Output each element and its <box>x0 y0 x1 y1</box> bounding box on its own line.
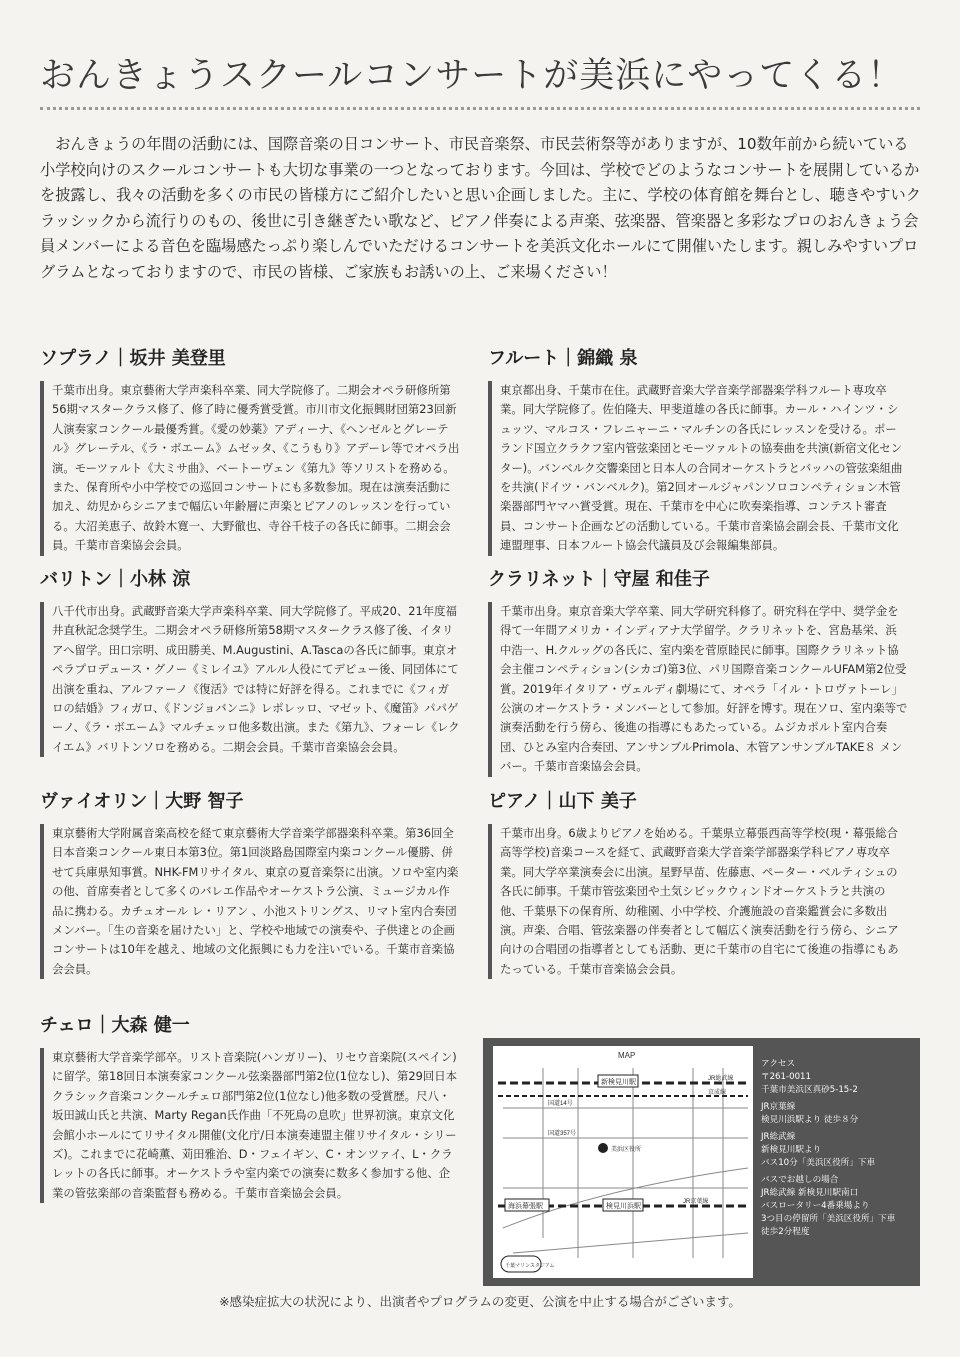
access-map <box>483 1038 920 1286</box>
line-jr-sobu: JR総武線 <box>708 1076 734 1082</box>
access-line: 検見川浜駅より 徒歩８分 <box>761 1115 859 1125</box>
ward-office-marker <box>598 1143 608 1153</box>
landmark-ward-office: 美浜区役所 <box>611 1147 642 1153</box>
bio-name: フルート｜錦織 泉 <box>488 348 638 369</box>
access-info <box>761 1058 916 1239</box>
bio-name: ソプラノ｜坂井 美登里 <box>40 348 226 369</box>
intro-paragraph: おんきょうの年間の活動には、国際音楽の日コンサート、市民音楽祭、市民芸術祭等がありますが、10数年前から続いている小学校向けのスクールコンサートも大切な事業の一つとなっております。今回は、学校でどのようなコンサートを展開しているかを披露し、我々の活動を多くの市民の皆様方にご紹介したいと思い企画しました。主に、学校の体育館を舞台とし、聴きやすいクラッシックから流行りのもの、後世に引き継ぎたい歌など、ピアノ伴奏による声楽、弦楽器、管楽器と多彩なプロのおんきょう会員メンバーによる音色を臨場感たっぷり楽しんでいただけるコンサートを美浜文化ホールにて開催いたします。親しみやすいプログラムとなっておりますので、市民の皆様、ご家族もお誘いの上、ご来場ください！ <box>40 135 921 281</box>
bio-name: バリトン｜小林 涼 <box>40 569 191 590</box>
line-jr-keiyo: JR京葉線 <box>683 1199 709 1205</box>
landmark-stadium: 千葉マリンスタジアム <box>505 1263 555 1269</box>
access-line: 徒歩2分程度 <box>761 1227 810 1237</box>
bio-clarinet <box>488 566 908 777</box>
bio-text: 千葉市出身。東京藝術大学声楽科卒業、同大学院修了。二期会オペラ研修所第56期マスタークラス修了、修了時に優秀賞受賞。市川市文化振興財団第23回新人演奏家コンクール最優秀賞。《愛の妙薬》アディーナ、《ヘンゼルとグレーテル》グレーテル、《ラ・ボエーム》ムゼッタ、《こうもり》アデーレ等でオペラ出演。モーツァルト《大ミサ曲》、ベートーヴェン《第九》等ソリストを務める。また、保育所や小中学校での巡回コンサートにも多数参加。現在は演奏活動に加え、幼児からシニアまで幅広い年齢層に声楽とピアノのレッスンを行っている。大沼美恵子、故鈴木寛一、大野徹也、寺谷千枝子の各氏に師事。二期会会員。千葉市音楽協会会員。 <box>40 381 460 556</box>
road-route14: 国道14号 <box>548 1101 573 1107</box>
bio-piano <box>488 788 908 979</box>
access-line: JR総武線 <box>761 1132 796 1142</box>
bio-text: 千葉市出身。東京音楽大学卒業、同大学研究科修了。研究科在学中、奨学金を得て一年間アメリカ・インディアナ大学留学。クラリネットを、宮島基栄、浜中浩一、H.クルッグの各氏に、室内楽を菅原睦民に師事。国際クラリネット協会主催コンペティション(シカゴ)第3位、パリ国際音楽コンクールUFAM第2位受賞。2019年イタリア・ヴェルディ劇場にて、オペラ「イル・トロヴァトーレ」公演のオーケストラ・メンバーとして参加。好評を博す。現在ソロ、室内楽等で演奏活動を行う傍ら、後進の指導にもあたっている。ムジカポルト室内合奏団、ひとみ室内合奏団、アンサンブルPrimola、木管アンサンブルTAKE８ メンバー。千葉市音楽協会会員。 <box>488 602 908 777</box>
access-line: アクセス <box>761 1059 796 1069</box>
bio-flute <box>488 345 908 556</box>
footnote: ※感染症拡大の状況により、出演者やプログラムの変更、公演を中止する場合がございます。 <box>219 1294 741 1309</box>
station-kemigawahama: 検見川浜駅 <box>606 1203 641 1210</box>
station-kaihin-makuhari: 海浜幕張駅 <box>508 1203 543 1210</box>
access-line: バス10分「美浜区役所」下車 <box>761 1158 876 1168</box>
access-line: 3つ目の停留所「美浜区役所」下車 <box>761 1214 896 1224</box>
dotted-divider <box>40 107 920 110</box>
bio-cello <box>40 1012 460 1203</box>
bio-name: クラリネット｜守屋 和佳子 <box>488 569 710 590</box>
headline: おんきょうスクールコンサートが美浜にやってくる！ <box>40 56 904 96</box>
bio-text: 東京藝術大学附属音楽高校を経て東京藝術大学音楽学部器楽科卒業。第36回全日本音楽コンクール東日本第3位。第1回淡路島国際室内楽コンクール優勝、併せて兵庫県知事賞。NHK-FMリサイタル、東京の夏音楽祭に出演。ソロや室内楽の他、首席奏者として多くのバレエ作品やオーケストラ公演、ミュージカル作品に携わる。カチュオール レ・リアン 、小池ストリングス、リマト室内合奏団メンバー。「生の音楽を届けたい」と、学校や地域での演奏や、子供達との企画コンサートは10年を越え、地域の文化振興にも力を注いでいる。千葉市音楽協会会員。 <box>40 824 460 979</box>
bio-baritone <box>40 566 460 757</box>
bio-text: 東京藝術大学音楽学部卒。リスト音楽院(ハンガリー)、リセウ音楽院(スペイン)に留学。第18回日本演奏家コンクール弦楽器部門第2位(1位なし)、第29回日本クラシック音楽コンクールチェロ部門第2位(1位なし)他多数の受賞歴。尺八・坂田誠山氏と共演、Marty Regan氏作曲「不死鳥の息吹」世界初演。東京文化会館小ホールにてリサイタル開催(文化庁/日本演奏連盟主催リサイタル・シリーズ)。これまでに花崎薫、苅田雅治、D・フェイギン、C・オンツァイ、L・クラレットの各氏に師事。オーケストラや室内楽での演奏に数多く参加する他、企業の管弦楽部の音楽監督も務める。千葉市音楽協会会員。 <box>40 1048 460 1203</box>
bio-soprano <box>40 345 460 556</box>
map-title: MAP <box>618 1051 636 1060</box>
access-line: バスロータリー4番乗場より <box>761 1201 870 1211</box>
access-line: 千葉市美浜区真砂5-15-2 <box>761 1085 858 1095</box>
access-line: 新検見川駅より <box>761 1145 822 1155</box>
station-shinkemigawa: 新検見川駅 <box>601 1079 636 1086</box>
bio-text: 千葉市出身。6歳よりピアノを始める。千葉県立幕張西高等学校(現・幕張総合高等学校)音楽コースを経て、武蔵野音楽大学音楽学部器楽学科ピアノ専攻卒業。同大学卒業演奏会に出演。星野早苗、佐藤恵、ペーター・ベルティシュの各氏に師事。千葉市管弦楽団や土気シビックウィンドオーケストラと共演の他、千葉県下の保育所、幼稚園、小中学校、介護施設の音楽鑑賞会に多数出演。声楽、合唱、管弦楽器の伴奏者として幅広く演奏活動を行う傍ら、シニア向けの合唱団の指導者としても活動、更に千葉市の自宅にて後進の指導にもあたっている。千葉市音楽協会会員。 <box>488 824 908 979</box>
bio-text: 東京都出身、千葉市在住。武蔵野音楽大学音楽学部器楽学科フルート専攻卒業。同大学院修了。佐伯隆夫、甲斐道雄の各氏に師事。カール・ハインツ・シュッツ、マルコス・フレニャーニ・マルチンの各氏にレッスンを受ける。ポーランド国立クラクフ室内管弦楽団とモーツァルトの協奏曲を共演(新宿文化センター)。バンベルク交響楽団と日本人の合同オーケストラとバッハの管弦楽組曲を共演(ドイツ・バンベルク)。第2回オールジャパンソロコンペティション木管楽器部門ヤマハ賞受賞。現在、千葉市を中心に吹奏楽指導、コンテスト審査員、コンサート企画などの活動している。千葉市音楽協会副会長、千葉市文化連盟理事、日本フルート協会代議員及び会報編集部員。 <box>488 381 908 556</box>
access-line: JR京葉線 <box>761 1102 796 1112</box>
road-route357: 国道357号 <box>548 1131 577 1137</box>
bio-name: ピアノ｜山下 美子 <box>488 791 637 812</box>
access-line: 〒261-0011 <box>761 1072 811 1082</box>
line-keisei: 京成線 <box>708 1090 727 1096</box>
bio-violin <box>40 788 460 979</box>
access-line: バスでお越しの場合 <box>761 1175 839 1185</box>
bio-name: チェロ｜大森 健一 <box>40 1015 190 1036</box>
bio-text: 八千代市出身。武蔵野音楽大学声楽科卒業、同大学院修了。平成20、21年度福井直秋記念奨学生。二期会オペラ研修所第58期マスタークラス修了後、イタリアへ留学。田口宗明、成田勝美、M.Augustini、A.Tascaの各氏に師事。東京オペラプロデュース・グノー《ミレイユ》アルル人役にてデビュー後、同団体にて出演を重ね、アルファーノ《復活》では特に好評を得る。これまでに《フィガロの結婚》フィガロ、《ドンジョバンニ》レポレッロ、マゼット、《魔笛》パパゲーノ、《ラ・ボエーム》マルチェッロ他多数出演。また《第九》、フォーレ《レクイエム》バリトンソロを務める。二期会会員。千葉市音楽協会会員。 <box>40 602 460 757</box>
bio-name: ヴァイオリン｜大野 智子 <box>40 791 244 812</box>
access-line: JR総武線 新検見川駅南口 <box>761 1188 859 1198</box>
